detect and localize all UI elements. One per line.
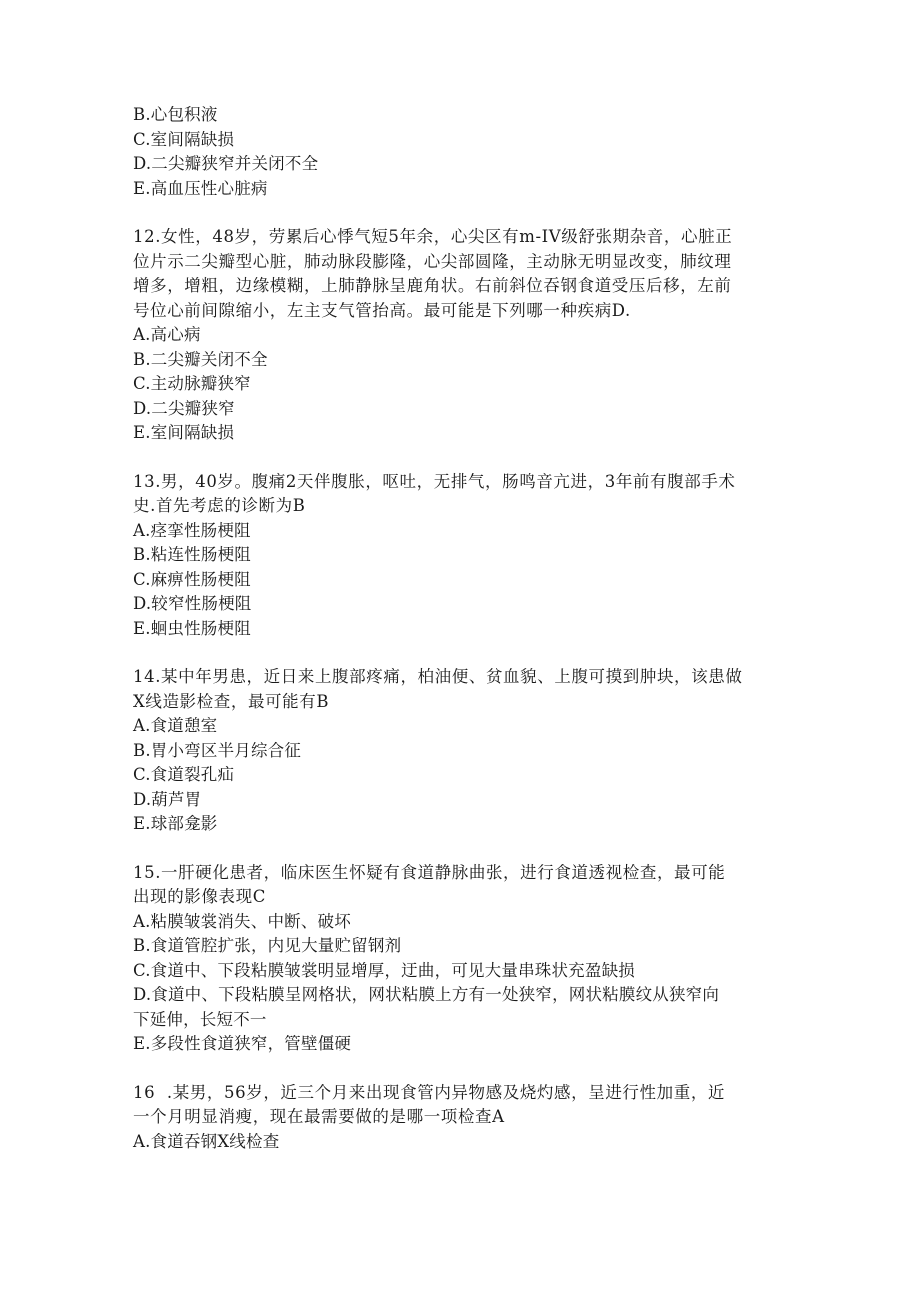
option-line: 下延伸，长短不一	[133, 1009, 267, 1029]
stem-line: 位片示二尖瓣型心脏，肺动脉段膨隆，心尖部圆隆，主动脉无明显改变，肺纹理	[133, 251, 732, 271]
option-list	[133, 323, 793, 446]
option-line: D.二尖瓣狭窄	[133, 398, 235, 418]
option-line: E.球部龛影	[133, 814, 218, 833]
option-list	[133, 714, 793, 837]
stem-line: 一个月明显消瘦，现在最需要做的是哪一项检查A	[133, 1107, 505, 1126]
option-line: B.二尖瓣关闭不全	[133, 349, 268, 369]
question-12	[133, 225, 793, 446]
option-line: C.麻痹性肠梗阻	[133, 569, 251, 589]
question-11-tail	[133, 103, 793, 201]
stem-line: X线造影检查，最可能有B	[133, 691, 330, 711]
question-stem	[133, 665, 793, 714]
question-stem	[133, 861, 793, 910]
question-16	[133, 1081, 793, 1155]
option-line: E.室间隔缺损	[133, 423, 235, 442]
question-13	[133, 470, 793, 642]
stem-line: 号位心前间隙缩小，左主支气管抬高。最可能是下列哪一种疾病D.	[133, 300, 631, 320]
option-line: C.主动脉瓣狭窄	[133, 374, 251, 393]
option-list	[133, 519, 793, 642]
stem-line: 15.一肝硬化患者，临床医生怀疑有食道静脉曲张，进行食道透视检查，最可能	[133, 862, 726, 882]
question-stem	[133, 470, 793, 519]
option-line: C.室间隔缺损	[133, 129, 235, 149]
option-line: B.食道管腔扩张，内见大量贮留钢剂	[133, 936, 402, 955]
document-page	[133, 103, 793, 1178]
stem-line: 12.女性，48岁，劳累后心悸气短5年余，心尖区有m-IV级舒张期杂音，心脏正	[133, 227, 733, 246]
stem-line: 16 .某男，56岁，近三个月来出现食管内异物感及烧灼感，呈进行性加重，近	[133, 1082, 726, 1102]
question-14	[133, 665, 793, 837]
stem-line: 史.首先考虑的诊断为B	[133, 496, 306, 515]
stem-line: 14.某中年男患，近日来上腹部疼痛，柏油便、贫血貌、上腹可摸到肿块，该患做	[133, 667, 743, 686]
option-line: E.多段性食道狭窄，管壁僵硬	[133, 1034, 352, 1053]
stem-line: 增多，增粗，边缘模糊，上肺静脉呈鹿角状。右前斜位吞钢食道受压后移，左前	[133, 276, 732, 295]
option-line: D.二尖瓣狭窄并关闭不全	[133, 154, 319, 173]
option-line: A.食道吞钢X线检查	[133, 1131, 280, 1151]
stem-line: 13.男，40岁。腹痛2天伴腹胀，呕吐，无排气，肠鸣音亢进，3年前有腹部手术	[133, 471, 736, 491]
option-line: E.蛔虫性肠梗阻	[133, 618, 251, 638]
option-line: E.高血压性心脏病	[133, 178, 268, 198]
option-line: D.葫芦胃	[133, 789, 202, 809]
question-stem	[133, 1081, 793, 1130]
option-list	[133, 910, 793, 1057]
question-stem	[133, 225, 793, 323]
option-line: B.心包积液	[133, 105, 218, 124]
option-line: A.痉挛性肠梗阻	[133, 520, 251, 540]
option-line: D.较窄性肠梗阻	[133, 594, 252, 613]
option-list	[133, 1130, 793, 1155]
option-line: B.胃小弯区半月综合征	[133, 740, 302, 760]
option-line: B.粘连性肠梗阻	[133, 545, 251, 564]
option-list	[133, 103, 793, 201]
option-line: C.食道裂孔疝	[133, 765, 235, 784]
option-line: A.食道憩室	[133, 716, 218, 735]
option-line: A.高心病	[133, 325, 201, 344]
option-line: C.食道中、下段粘膜皱裳明显增厚，迂曲，可见大量串珠状充盈缺损	[133, 960, 635, 980]
stem-line: 出现的影像表现C	[133, 887, 266, 906]
option-line: D.食道中、下段粘膜呈网格状，网状粘膜上方有一处狭窄，网状粘膜纹从狭窄向	[133, 985, 720, 1004]
option-line: A.粘膜皱裳消失、中断、破坏	[133, 911, 351, 931]
question-15	[133, 861, 793, 1057]
